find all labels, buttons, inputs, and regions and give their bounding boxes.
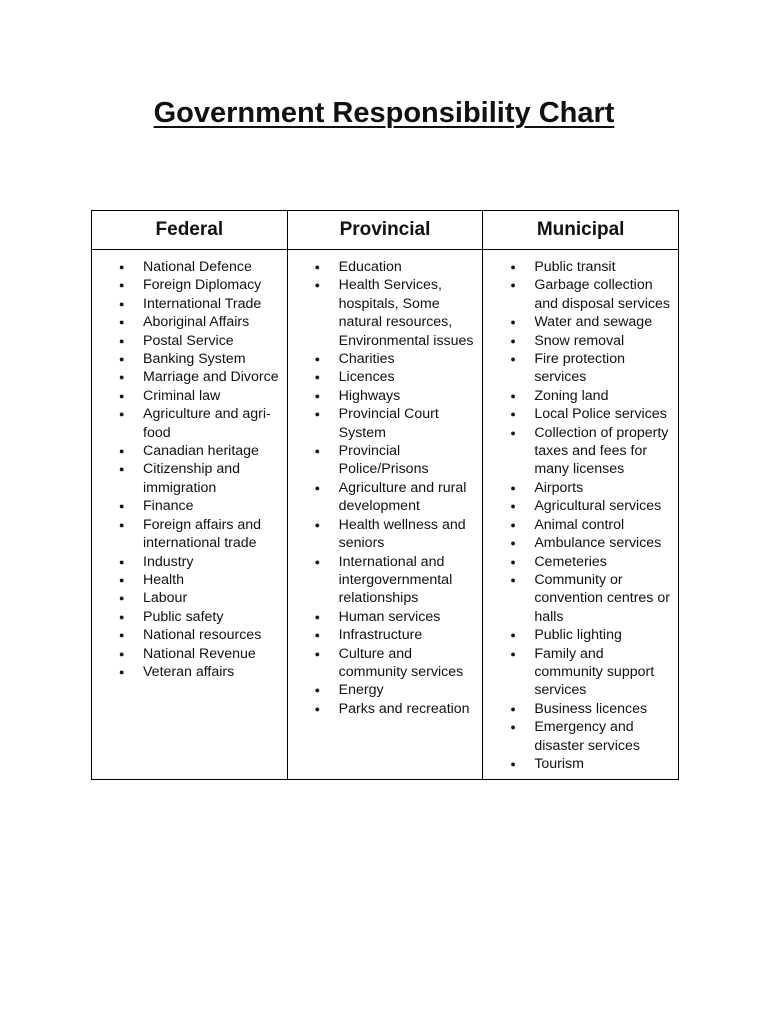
list-item: ● Health Services, hospitals, Some natural resources, Environmental issues xyxy=(339,276,477,350)
federal-list xyxy=(92,258,281,681)
list-item: ● Parks and recreation xyxy=(339,700,477,718)
provincial-list xyxy=(288,258,477,718)
list-item: ● National Revenue xyxy=(143,645,281,663)
column-header-provincial: Provincial xyxy=(287,211,483,250)
list-item: ● Local Police services xyxy=(534,405,672,423)
list-item: ● Education xyxy=(339,258,477,276)
list-item: ● Agricultural services xyxy=(534,497,672,515)
list-item: ● Criminal law xyxy=(143,387,281,405)
list-item: ● Canadian heritage xyxy=(143,442,281,460)
list-item: ● International Trade xyxy=(143,295,281,313)
list-item: ● Garbage collection and disposal services xyxy=(534,276,672,313)
list-item: ● Health xyxy=(143,571,281,589)
list-item: ● Airports xyxy=(534,479,672,497)
list-item: ● Human services xyxy=(339,608,477,626)
column-header-federal: Federal xyxy=(92,211,288,250)
table-header-row xyxy=(92,211,679,250)
list-item: ● Charities xyxy=(339,350,477,368)
list-item: ● Provincial Police/Prisons xyxy=(339,442,477,479)
list-item: ● Highways xyxy=(339,387,477,405)
list-item: ● Business licences xyxy=(534,700,672,718)
list-item: ● Agriculture and rural development xyxy=(339,479,477,516)
list-item: ● Health wellness and seniors xyxy=(339,516,477,553)
list-item: ● Infrastructure xyxy=(339,626,477,644)
list-item: ● Foreign Diplomacy xyxy=(143,276,281,294)
list-item: ● Industry xyxy=(143,553,281,571)
list-item: ● Licences xyxy=(339,368,477,386)
list-item: ● Family and community support services xyxy=(534,645,672,700)
list-item: ● Ambulance services xyxy=(534,534,672,552)
list-item: ● Public lighting xyxy=(534,626,672,644)
list-item: ● National Defence xyxy=(143,258,281,276)
list-item: ● Tourism xyxy=(534,755,672,773)
list-item: ● Snow removal xyxy=(534,332,672,350)
list-item: ● Aboriginal Affairs xyxy=(143,313,281,331)
column-header-municipal: Municipal xyxy=(483,211,679,250)
column-cell-provincial xyxy=(287,250,483,780)
list-item: ● Postal Service xyxy=(143,332,281,350)
list-item: ● Agriculture and agri-food xyxy=(143,405,281,442)
list-item: ● Public transit xyxy=(534,258,672,276)
list-item: ● Energy xyxy=(339,681,477,699)
list-item: ● Emergency and disaster services xyxy=(534,718,672,755)
list-item: ● Collection of property taxes and fees for many licenses xyxy=(534,424,672,479)
column-cell-federal xyxy=(92,250,288,780)
list-item: ● Citizenship and immigration xyxy=(143,460,281,497)
list-item: ● Marriage and Divorce xyxy=(143,368,281,386)
list-item: ● Zoning land xyxy=(534,387,672,405)
list-item: ● Labour xyxy=(143,589,281,607)
municipal-list xyxy=(483,258,672,773)
list-item: ● Cemeteries xyxy=(534,553,672,571)
list-item: ● Community or convention centres or halls xyxy=(534,571,672,626)
list-item: ● Public safety xyxy=(143,608,281,626)
list-item: ● Animal control xyxy=(534,516,672,534)
table-body-row xyxy=(92,250,679,780)
list-item: ● Provincial Court System xyxy=(339,405,477,442)
list-item: ● Foreign affairs and international trade xyxy=(143,516,281,553)
list-item: ● International and intergovernmental relationships xyxy=(339,553,477,608)
responsibility-table xyxy=(91,210,679,780)
list-item: ● Water and sewage xyxy=(534,313,672,331)
column-cell-municipal xyxy=(483,250,679,780)
list-item: ● Finance xyxy=(143,497,281,515)
page-title: Government Responsibility Chart xyxy=(153,97,615,129)
list-item: ● National resources xyxy=(143,626,281,644)
list-item: ● Banking System xyxy=(143,350,281,368)
list-item: ● Veteran affairs xyxy=(143,663,281,681)
list-item: ● Culture and community services xyxy=(339,645,477,682)
list-item: ● Fire protection services xyxy=(534,350,672,387)
